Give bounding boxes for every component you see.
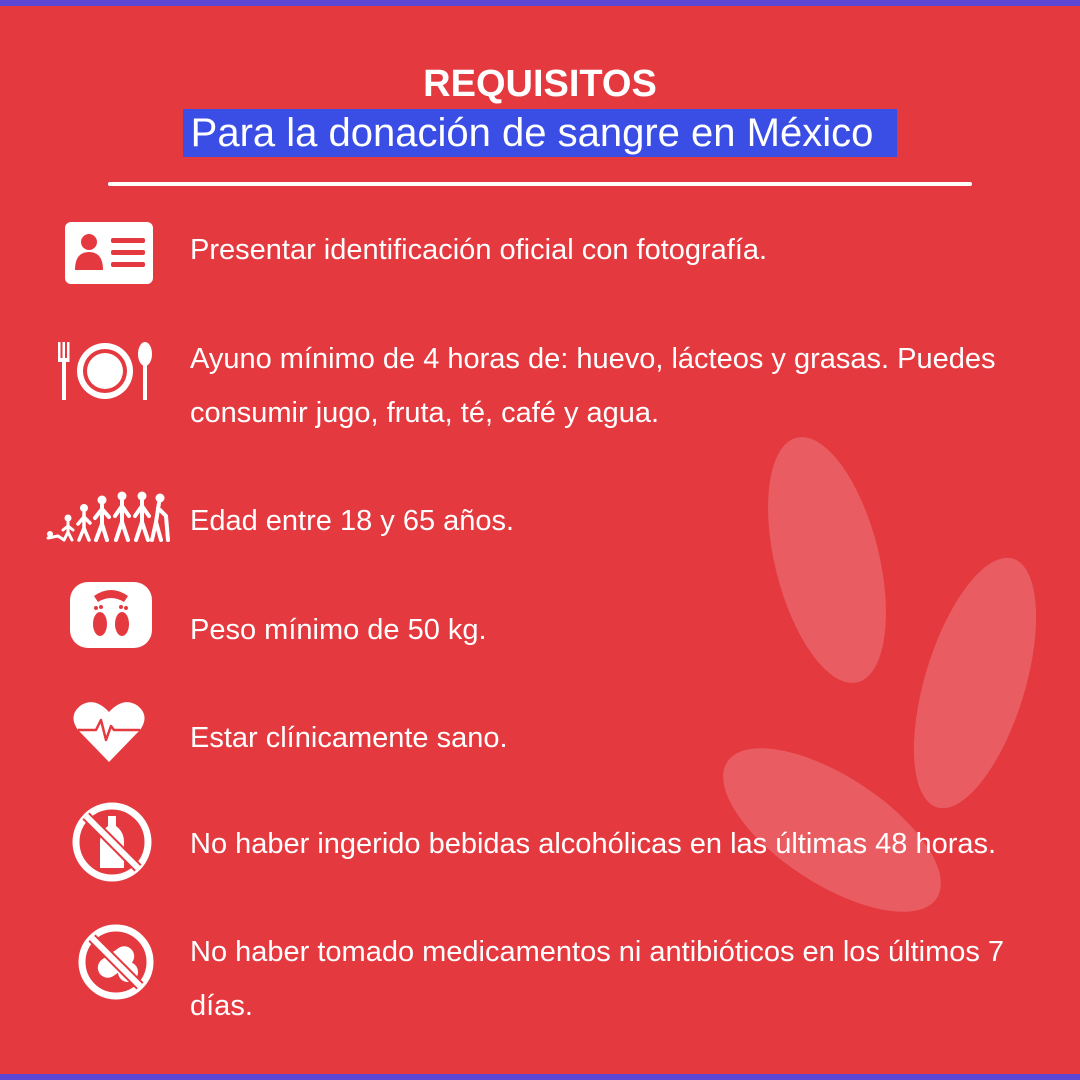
age-progression-icon	[44, 486, 176, 542]
no-alcohol-icon	[70, 800, 154, 884]
requirement-no-medication: No haber tomado medicamentos ni antibióticos en los últimos 7 días.	[190, 936, 1005, 1022]
requirement-fasting: Ayuno mínimo de 4 horas de: huevo, lácteos y grasas. Puedes consumir jugo, fruta, té, café y agua.	[190, 343, 996, 429]
requirement-no-alcohol: No haber ingerido bebidas alcohólicas en las últimas 48 horas.	[190, 828, 997, 860]
weight-scale-icon	[70, 582, 152, 648]
requirement-weight: Peso mínimo de 50 kg.	[190, 614, 487, 646]
no-pills-icon	[76, 922, 156, 1002]
requirement-health: Estar clínicamente sano.	[190, 722, 508, 754]
requirement-age: Edad entre 18 y 65 años.	[190, 505, 515, 537]
page-subtitle: Para la donación de sangre en México	[183, 109, 898, 157]
page-title: REQUISITOS	[423, 63, 657, 105]
requirement-identification: Presentar identificación oficial con fotografía.	[190, 234, 768, 266]
id-card-icon	[65, 222, 153, 284]
bottom-border	[0, 1074, 1080, 1080]
heart-pulse-icon	[72, 700, 146, 764]
fork-plate-spoon-icon	[54, 338, 156, 402]
divider	[108, 182, 972, 186]
